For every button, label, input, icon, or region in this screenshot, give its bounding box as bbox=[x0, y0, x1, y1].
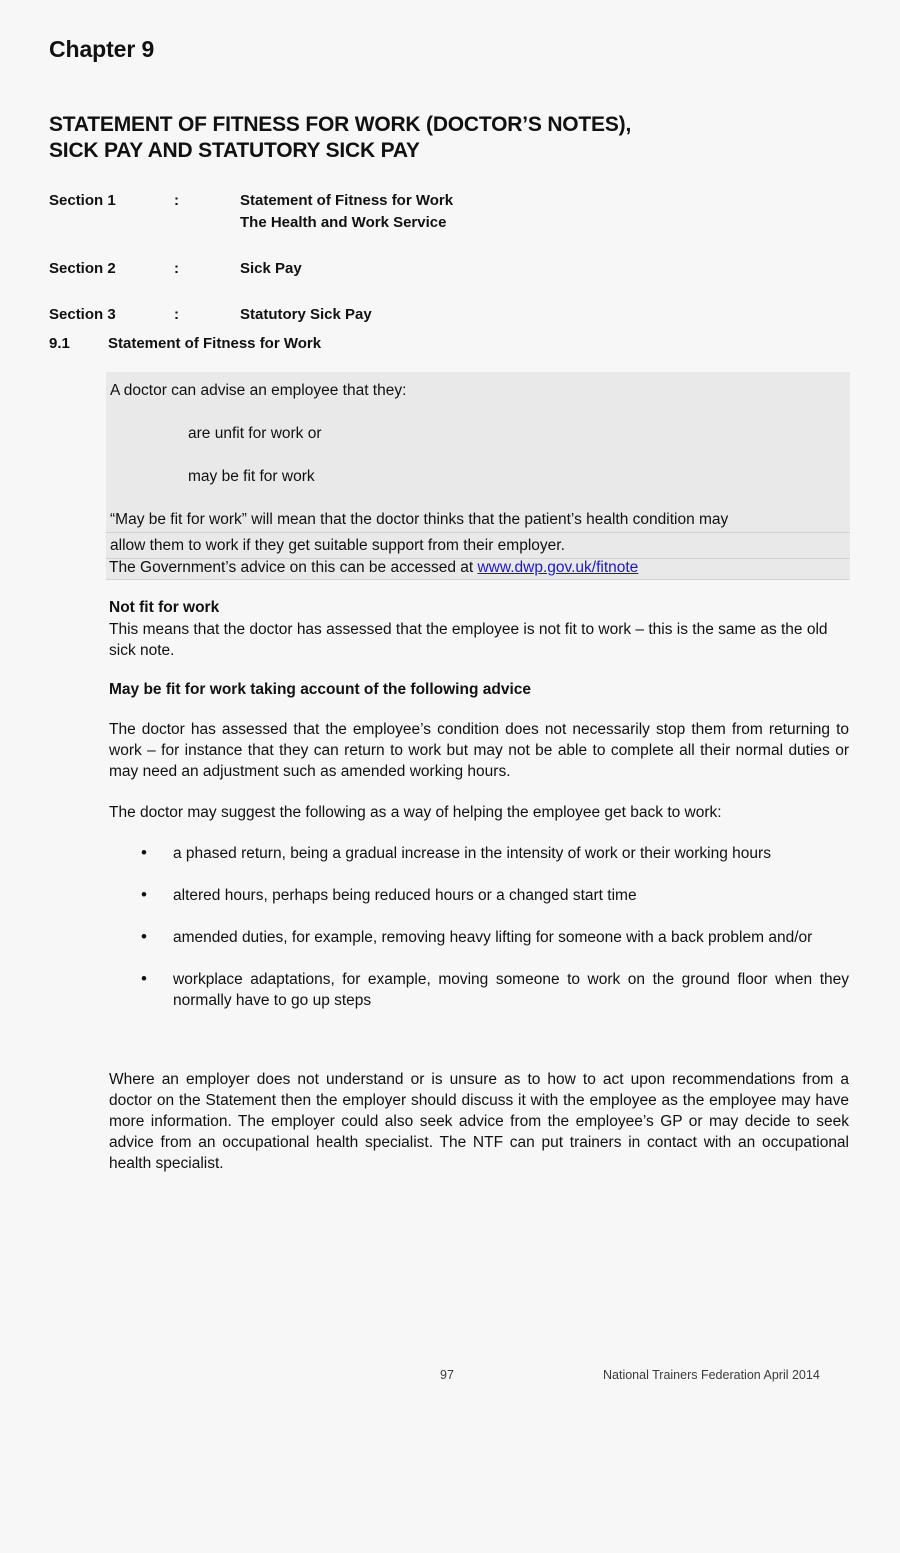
footer-page-number: 97 bbox=[440, 1368, 454, 1382]
not-fit-for-work-heading: Not fit for work bbox=[109, 599, 220, 616]
not-fit-for-work-text: This means that the doctor has assessed that the employee is not fit to work – this is the same as the old sick note. bbox=[109, 621, 828, 659]
government-advice-paragraph bbox=[109, 557, 849, 578]
chapter-title: Chapter 9 bbox=[49, 36, 155, 62]
section-row bbox=[49, 258, 749, 280]
numbered-heading bbox=[49, 333, 321, 355]
callout-spacer bbox=[106, 489, 850, 507]
callout-spacer bbox=[106, 446, 850, 464]
section-label: Section 3 bbox=[49, 306, 116, 323]
list-item-text: workplace adaptations, for example, moving someone to work on the ground floor when they normally have to go up steps bbox=[173, 971, 849, 1009]
section-row bbox=[49, 190, 749, 234]
section-value bbox=[240, 258, 749, 280]
closing-paragraph: Where an employer does not understand or is unsure as to how to act upon recommendations from a doctor on the Statement then the employer should discuss it with the employee as the employee may have more information. The employer could also seek advice from the employee’s GP or may decide to seek advice from an occupational health specialist. The NTF can put trainers in contact with an occupational health specialist. bbox=[109, 1071, 849, 1172]
section-label: Section 1 bbox=[49, 192, 116, 209]
bullet-dot-icon: • bbox=[141, 843, 147, 862]
may-be-fit-heading-block bbox=[109, 679, 849, 700]
document-title-line-2: SICK PAY AND STATUTORY SICK PAY bbox=[49, 139, 420, 162]
numbered-heading-text: Statement of Fitness for Work bbox=[108, 335, 322, 352]
bullet-dot-icon: • bbox=[141, 969, 147, 988]
list-item bbox=[141, 843, 849, 864]
section-row bbox=[49, 304, 749, 326]
section-index bbox=[49, 190, 749, 326]
section-colon: : bbox=[174, 260, 179, 277]
callout-option-2: may be fit for work bbox=[188, 468, 315, 485]
document-title bbox=[49, 112, 809, 164]
callout-lead-text: A doctor can advise an employee that they: bbox=[110, 382, 407, 399]
section-label: Section 2 bbox=[49, 260, 116, 277]
document-title-line-1: STATEMENT OF FITNESS FOR WORK (DOCTOR’S NOTES), bbox=[49, 113, 632, 136]
section-value-sub: The Health and Work Service bbox=[240, 214, 447, 231]
callout-option-1: are unfit for work or bbox=[188, 425, 322, 442]
bullet-dot-icon: • bbox=[141, 885, 147, 904]
section-value bbox=[240, 190, 749, 234]
list-item-text: amended duties, for example, removing heavy lifting for someone with a back problem and/or bbox=[173, 929, 813, 946]
section-value-main: Statement of Fitness for Work bbox=[240, 192, 454, 209]
government-advice-prefix: The Government’s advice on this can be accessed at bbox=[109, 559, 478, 576]
fitnote-link[interactable]: www.dwp.gov.uk/fitnote bbox=[477, 559, 639, 576]
advice-bullet-list bbox=[141, 843, 849, 1011]
section-colon: : bbox=[174, 192, 179, 209]
callout-explain-line-1: “May be fit for work” will mean that the doctor thinks that the patient’s health condition may bbox=[110, 511, 729, 528]
list-item-text: altered hours, perhaps being reduced hours or a changed start time bbox=[173, 887, 637, 904]
assessment-paragraph: The doctor has assessed that the employee’s condition does not necessarily stop them from returning to work – for instance that they can return to work but may not be able to complete all their normal duties or may need an adjustment such as amended working hours. bbox=[109, 721, 849, 780]
section-value-main: Statutory Sick Pay bbox=[240, 306, 372, 323]
callout-explain-line-2: allow them to work if they get suitable support from their employer. bbox=[106, 532, 850, 558]
shaded-callout-block bbox=[106, 372, 850, 580]
list-item-text: a phased return, being a gradual increase in the intensity of work or their working hours bbox=[173, 845, 771, 862]
list-item bbox=[141, 885, 849, 906]
suggestion-lead-paragraph: The doctor may suggest the following as a way of helping the employee get back to work: bbox=[109, 804, 722, 821]
callout-spacer bbox=[106, 403, 850, 421]
not-fit-for-work-block bbox=[109, 597, 849, 661]
bullet-dot-icon: • bbox=[141, 927, 147, 946]
section-colon: : bbox=[174, 306, 179, 323]
list-item bbox=[141, 969, 849, 1011]
may-be-fit-heading: May be fit for work taking account of the following advice bbox=[109, 681, 531, 698]
footer-credit: National Trainers Federation April 2014 bbox=[603, 1368, 820, 1382]
section-value-main: Sick Pay bbox=[240, 260, 302, 277]
numbered-heading-number: 9.1 bbox=[49, 335, 70, 352]
list-item bbox=[141, 927, 849, 948]
section-value bbox=[240, 304, 749, 326]
